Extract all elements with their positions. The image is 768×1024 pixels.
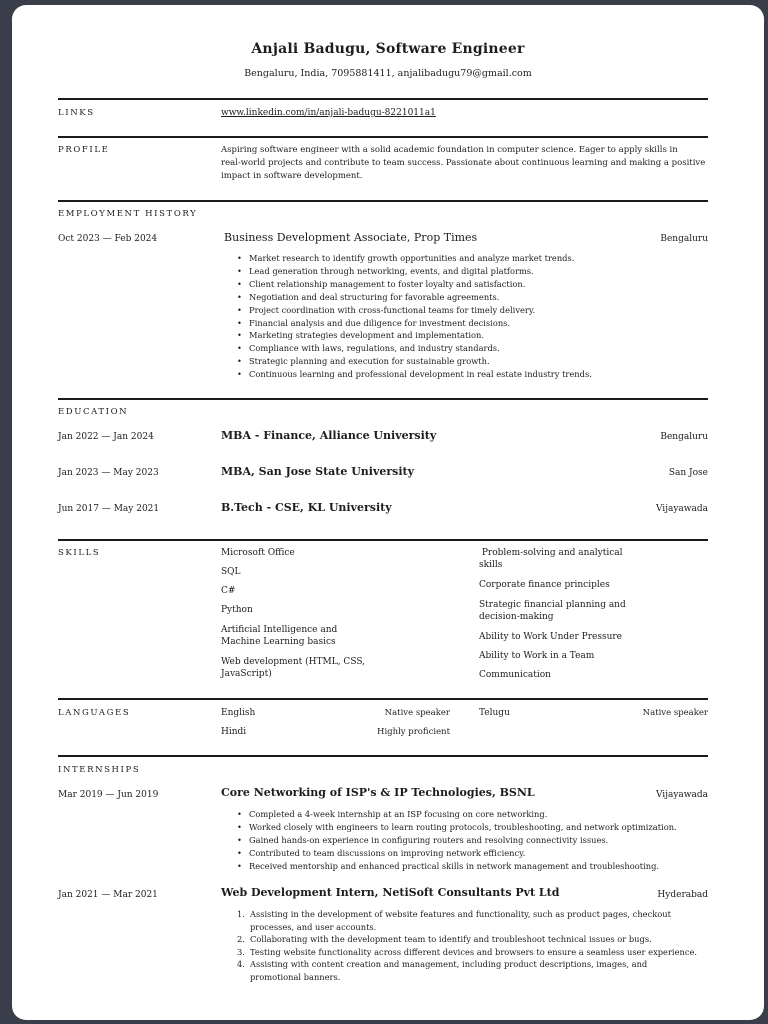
item-number: 3. <box>237 946 245 957</box>
item-text: Assisting in the development of website features and functionality, such as product pages, checkout <box>250 909 671 919</box>
skill-item <box>221 567 241 579</box>
contact-info: Bengaluru, India, 7095881411, anjalibadugu79@gmail.com <box>244 68 532 79</box>
section-divider <box>58 755 708 757</box>
internships-heading: INTERNSHIPS <box>58 765 141 775</box>
job-bullet: • Compliance with laws, regulations, and industry standards. <box>235 342 592 355</box>
section-divider <box>58 200 708 202</box>
internship-bullet: • Received mentorship and enhanced practical skills in network management and troubleshooting. <box>235 860 677 873</box>
internship-title: Core Networking of ISP's & IP Technologies, BSNL <box>221 786 535 799</box>
section-divider <box>58 98 708 100</box>
job-bullet: • Lead generation through networking, events, and digital platforms. <box>235 265 592 278</box>
skill-text: SQL <box>221 567 241 577</box>
job-title: Business Development Associate, Prop Times <box>224 231 478 244</box>
internship-dates: Jan 2021 — Mar 2021 <box>58 890 158 900</box>
languages-heading: LANGUAGES <box>58 708 131 718</box>
language-level: Native speaker <box>642 708 708 718</box>
job-dates: Oct 2023 — Feb 2024 <box>58 234 158 244</box>
item-text: promotional banners. <box>250 971 341 982</box>
education-location: San Jose <box>668 468 708 478</box>
job-bullet: • Market research to identify growth opportunities and analyze market trends. <box>235 252 592 265</box>
skill-text: Web development (HTML, CSS, <box>221 657 366 667</box>
skill-text: Communication <box>479 670 551 680</box>
skill-text: JavaScript) <box>221 668 272 679</box>
internship-bullet: • Contributed to team discussions on improving network efficiency. <box>235 847 677 860</box>
education-title: B.Tech - CSE, KL University <box>221 501 392 514</box>
section-divider <box>58 136 708 138</box>
employment-heading: EMPLOYMENT HISTORY <box>58 209 198 219</box>
section-divider <box>58 398 708 400</box>
education-location: Vijayawada <box>655 504 708 514</box>
profile-line: Aspiring software engineer with a solid academic foundation in computer science. Eager to apply skills in <box>221 145 678 155</box>
internship-location: Hyderabad <box>657 890 708 900</box>
skill-text: skills <box>479 559 503 570</box>
profile-line: impact in software development. <box>221 170 363 181</box>
job-bullets <box>235 252 592 381</box>
item-number: 1. <box>237 909 245 919</box>
internship-numbered-list <box>235 908 715 984</box>
education-title: MBA, San Jose State University <box>221 465 414 478</box>
job-bullet: • Financial analysis and due diligence for investment decisions. <box>235 317 592 330</box>
skill-item <box>479 670 551 682</box>
job-bullet: • Client relationship management to foster loyalty and satisfaction. <box>235 278 592 291</box>
job-bullet: • Continuous learning and professional development in real estate industry trends. <box>235 368 592 381</box>
skills-heading: SKILLS <box>58 548 101 558</box>
numbered-item <box>235 933 715 946</box>
skill-item <box>221 586 235 598</box>
language-name: Telugu <box>479 708 510 718</box>
links-heading: LINKS <box>58 108 95 118</box>
skill-text: Corporate finance principles <box>479 580 610 590</box>
item-number: 2. <box>237 934 245 945</box>
education-heading: EDUCATION <box>58 407 129 417</box>
job-bullet: • Negotiation and deal structuring for favorable agreements. <box>235 291 592 304</box>
skill-text: Problem-solving and analytical <box>479 548 623 558</box>
resume-name: Anjali Badugu, Software Engineer <box>251 41 525 57</box>
skill-item <box>221 625 337 648</box>
item-text: Collaborating with the development team to identify and troubleshoot technical issues or bugs. <box>250 934 652 945</box>
language-name: English <box>221 708 256 718</box>
skill-item <box>221 548 295 560</box>
internship-dates: Mar 2019 — Jun 2019 <box>58 790 159 800</box>
skill-item <box>221 605 253 617</box>
education-dates: Jan 2023 — May 2023 <box>58 468 159 478</box>
education-dates: Jan 2022 — Jan 2024 <box>58 432 154 442</box>
skill-text: Python <box>221 605 253 615</box>
item-text: Assisting with content creation and management, including product descriptions, images, and <box>250 959 648 970</box>
education-location: Bengaluru <box>660 432 708 442</box>
skill-text: Strategic financial planning and <box>479 600 626 610</box>
language-name: Hindi <box>221 727 247 737</box>
job-bullet: • Project coordination with cross-functional teams for timely delivery. <box>235 304 592 317</box>
skill-item <box>479 580 610 592</box>
job-bullet: • Marketing strategies development and implementation. <box>235 329 592 342</box>
skill-text: Artificial Intelligence and <box>221 625 338 635</box>
skill-text: Machine Learning basics <box>221 636 336 647</box>
section-divider <box>58 539 708 541</box>
numbered-item <box>235 946 715 959</box>
skill-item <box>479 600 626 623</box>
item-number: 4. <box>237 959 245 970</box>
language-level: Native speaker <box>384 708 450 718</box>
internship-bullet: • Completed a 4-week internship at an ISP focusing on core networking. <box>235 808 677 821</box>
profile-heading: PROFILE <box>58 145 110 155</box>
item-text: Testing website functionality across different devices and browsers to ensure a seamless user experience. <box>250 946 698 957</box>
internship-bullet: • Gained hands-on experience in configuring routers and resolving connectivity issues. <box>235 834 677 847</box>
internship-title: Web Development Intern, NetiSoft Consultants Pvt Ltd <box>221 886 560 899</box>
education-dates: Jun 2017 — May 2021 <box>58 504 160 514</box>
internship-bullets <box>235 808 677 873</box>
skill-item <box>221 657 365 680</box>
resume-page <box>12 5 764 1020</box>
item-text: processes, and user accounts. <box>250 921 377 932</box>
internship-bullet: • Worked closely with engineers to learn routing protocols, troubleshooting, and network optimization. <box>235 821 677 834</box>
job-location: Bengaluru <box>660 234 708 244</box>
skill-item <box>479 632 622 644</box>
skill-text: Ability to Work in a Team <box>479 651 595 661</box>
profile-summary <box>221 144 721 182</box>
skill-text: Ability to Work Under Pressure <box>479 632 623 642</box>
language-level: Highly proficient <box>377 727 450 737</box>
skill-text: Microsoft Office <box>221 548 295 558</box>
linkedin-link[interactable]: www.linkedin.com/in/anjali-badugu-8221011a1 <box>221 108 436 118</box>
section-divider <box>58 698 708 700</box>
internship-location: Vijayawada <box>655 790 708 800</box>
skill-text: C# <box>221 586 236 596</box>
numbered-item <box>235 958 715 983</box>
education-title: MBA - Finance, Alliance University <box>221 429 437 442</box>
job-bullet: • Strategic planning and execution for sustainable growth. <box>235 355 592 368</box>
skill-text: decision-making <box>479 611 554 622</box>
numbered-item <box>235 908 715 933</box>
skill-item <box>479 651 594 663</box>
profile-line: real-world projects and contribute to team success. Passionate about continuous learning and making a positive <box>221 157 706 168</box>
skill-item <box>479 548 623 571</box>
